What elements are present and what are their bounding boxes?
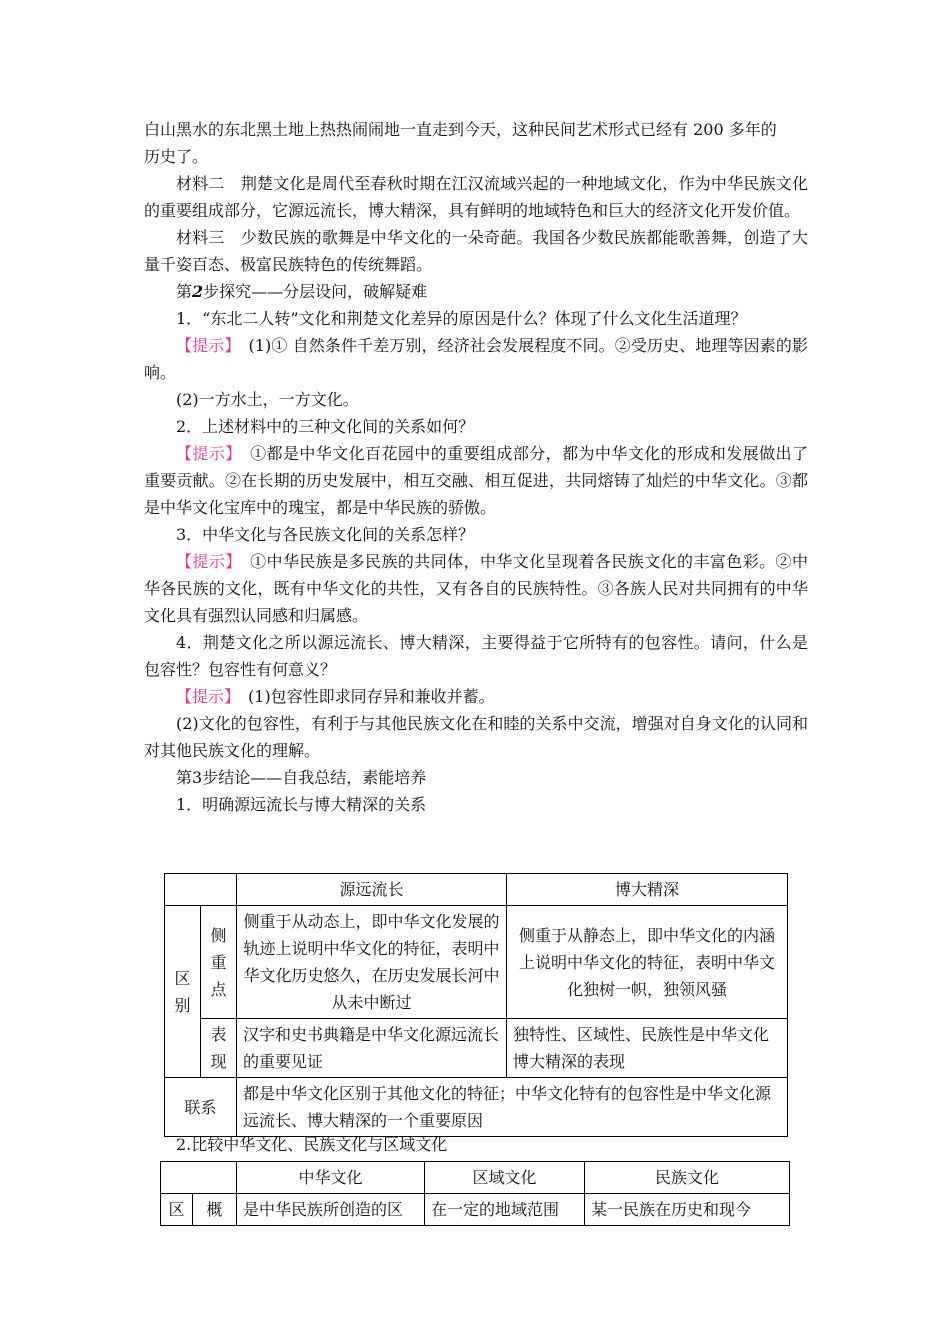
answer-1-text-1: (1)① 自然条件千差万别，经济社会发展程度不同。②受历史、地理等因素的影响。 — [144, 336, 808, 382]
question-1: 1．“东北二人转”文化和荆楚文化差异的原因是什么？体现了什么文化生活道理？ — [176, 309, 747, 328]
step2-number: 2 — [192, 282, 204, 301]
table-row — [165, 1078, 788, 1137]
table-header-cell: 民族文化 — [585, 1162, 790, 1194]
table-cell: 在一定的地域范围 — [425, 1194, 585, 1226]
comparison-table-1 — [164, 873, 788, 1137]
table-row — [165, 1019, 788, 1078]
material-three: 材料三 少数民族的歌舞是中华文化的一朵奇葩。我国各少数民族都能歌善舞，创造了大量千姿百态、极富民族特色的传统舞蹈。 — [144, 228, 808, 274]
answer-4-part-1 — [144, 683, 808, 710]
document-body — [144, 116, 808, 818]
material-two: 材料二 荆楚文化是周代至春秋时期在江汉流域兴起的一种地域文化，作为中华民族文化的重要组成部分，它源远流长，博大精深，具有鲜明的地域特色和巨大的经济文化开发价值。 — [144, 174, 808, 220]
table-cell-empty — [161, 1162, 237, 1194]
step3-heading — [144, 764, 808, 791]
table-row — [161, 1194, 790, 1226]
answer-2 — [144, 440, 808, 521]
question-2: 2．上述材料中的三种文化间的关系如何？ — [176, 417, 475, 436]
step2-heading — [144, 278, 808, 305]
answer-4-text-1: (1)包容性即求同存异和兼收并蓄。 — [232, 687, 495, 706]
table-header-cell: 博大精深 — [507, 874, 788, 906]
table-cell: 是中华民族所创造的区 — [237, 1194, 425, 1226]
step2-title: 步探究——分层设问，破解疑难 — [203, 282, 428, 301]
question-4: 4．荆楚文化之所以源远流长、博大精深，主要得益于它所特有的包容性。请问，什么是包容性？包容性有何意义？ — [144, 633, 808, 679]
table-row — [165, 906, 788, 1019]
table-row-label: 表现 — [201, 1019, 237, 1078]
answer-1-part-2: (2)一方水土，一方文化。 — [176, 390, 359, 409]
table-header-cell: 中华文化 — [237, 1162, 425, 1194]
table-header-cell: 源远流长 — [237, 874, 507, 906]
table-row-label: 概 — [193, 1194, 237, 1226]
table-row-label: 侧重点 — [201, 906, 237, 1019]
table-row — [165, 874, 788, 906]
answer-3 — [144, 548, 808, 629]
step3-prefix: 第 — [176, 768, 193, 787]
table-cell: 汉字和史书典籍是中华文化源远流长的重要见证 — [237, 1019, 507, 1078]
item-2-title: 2.比较中华文化、民族文化与区域文化 — [176, 1135, 448, 1154]
hint-label: 【提示】 — [176, 552, 234, 571]
answer-3-text: ①中华民族是多民族的共同体，中华文化呈现着各民族文化的丰富色彩。②中华各民族的文化，既有中华文化的共性，又有各自的民族特性。③各族人民对共同拥有的中华文化具有强烈认同感和归属感。 — [144, 552, 808, 625]
answer-4-part-2: (2)文化的包容性，有利于与其他民族文化在和睦的关系中交流，增强对自身文化的认同和对其他民族文化的理解。 — [144, 714, 808, 760]
intro-line-2: 历史了。 — [144, 147, 209, 166]
table-cell: 都是中华文化区别于其他文化的特征；中华文化特有的包容性是中华文化源远流长、博大精深的一个重要原因 — [237, 1078, 788, 1137]
step3-title: 步结论——自我总结，素能培养 — [202, 768, 427, 787]
table-row-label: 区别 — [165, 906, 201, 1078]
comparison-table-2 — [160, 1161, 790, 1226]
table-row-label: 联系 — [165, 1078, 237, 1137]
hint-label: 【提示】 — [176, 444, 234, 463]
table-cell: 侧重于从动态上，即中华文化发展的轨迹上说明中华文化的特征，表明中华文化历史悠久，在历史发展长河中从未中断过 — [237, 906, 507, 1019]
table-header-cell: 区域文化 — [425, 1162, 585, 1194]
step2-prefix: 第 — [176, 282, 193, 301]
step3-number: 3 — [192, 768, 203, 787]
answer-2-text: ①都是中华文化百花园中的重要组成部分，都为中华文化的形成和发展做出了重要贡献。②在长期的历史发展中，相互交融、相互促进，共同熔铸了灿烂的中华文化。③都是中华文化宝库中的瑰宝，都是中华民族的骄傲。 — [144, 444, 808, 517]
answer-1-part-1 — [144, 332, 808, 386]
table-row-label: 区 — [161, 1194, 193, 1226]
table-cell: 某一民族在历史和现今 — [585, 1194, 790, 1226]
table-cell: 独特性、区域性、民族性是中华文化博大精深的表现 — [507, 1019, 788, 1078]
question-3: 3．中华文化与各民族文化间的关系怎样？ — [176, 525, 475, 544]
table-row — [161, 1162, 790, 1194]
table-cell-empty — [165, 874, 237, 906]
hint-label: 【提示】 — [176, 336, 233, 355]
hint-label: 【提示】 — [176, 687, 233, 706]
intro-line-1: 白山黑水的东北黑土地上热热闹闹地一直走到今天，这种民间艺术形式已经有 200 多年的 — [144, 120, 777, 139]
item-1-title: 1．明确源远流长与博大精深的关系 — [176, 795, 427, 814]
table-cell: 侧重于从静态上，即中华文化的内涵上说明中华文化的特征，表明中华文化独树一帜，独领风骚 — [507, 906, 788, 1019]
